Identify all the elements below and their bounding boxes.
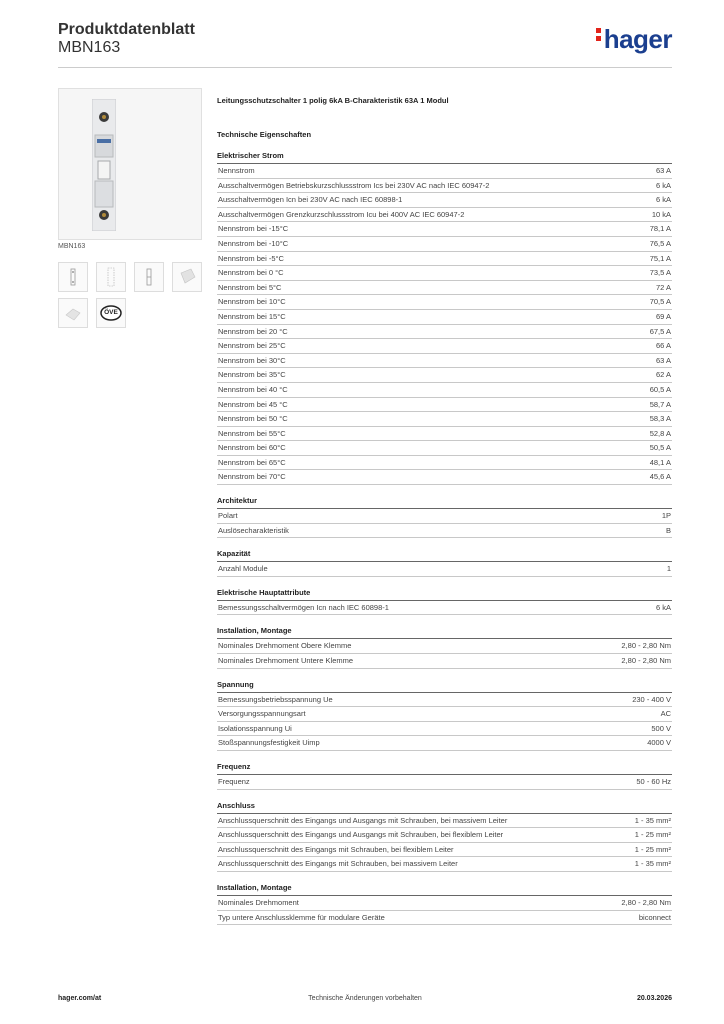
spec-row <box>217 562 672 577</box>
spec-label: Versorgungsspannungsart <box>218 709 306 719</box>
spec-row <box>217 427 672 442</box>
spec-value: 2,80 - 2,80 Nm <box>621 656 671 666</box>
spec-row <box>217 310 672 325</box>
hager-logo <box>596 24 672 55</box>
spec-row <box>217 693 672 708</box>
spec-group-title: Elektrischer Strom <box>217 151 672 164</box>
spec-value: 72 A <box>655 282 671 292</box>
ove-certification-thumbnail[interactable] <box>96 298 126 328</box>
spec-group-title: Kapazität <box>217 549 672 562</box>
spec-group-title: Installation, Montage <box>217 626 672 639</box>
top-view-drawing-icon <box>135 263 163 291</box>
spec-row <box>217 237 672 252</box>
spec-row <box>217 456 672 471</box>
spec-label: Nennstrom bei 5°C <box>218 282 282 292</box>
spec-value: biconnect <box>638 912 671 922</box>
spec-row <box>217 639 672 654</box>
spec-row <box>217 857 672 872</box>
group-spacer <box>217 872 672 883</box>
spec-label: Anzahl Module <box>218 564 268 574</box>
circuit-breaker-icon <box>92 99 116 231</box>
spec-label: Anschlussquerschnitt des Eingangs und Ausgangs mit Schrauben, bei massivem Leiter <box>218 815 508 825</box>
spec-value: 6 kA <box>655 180 671 190</box>
spec-value: 67,5 A <box>649 326 671 336</box>
footer-notice: Technische Änderungen vorbehalten <box>308 995 422 1002</box>
spec-row <box>217 179 672 194</box>
spec-group-title: Anschluss <box>217 801 672 814</box>
spec-row <box>217 843 672 858</box>
spec-value: 2,80 - 2,80 Nm <box>621 897 671 907</box>
top-view-thumbnail[interactable] <box>134 262 164 292</box>
spec-value: 1 - 25 mm² <box>634 830 671 840</box>
spec-label: Nennstrom bei 40 °C <box>218 384 288 394</box>
spec-label: Nennstrom bei -10°C <box>218 238 289 248</box>
group-spacer <box>217 615 672 626</box>
logo-wordmark: hager <box>603 24 672 54</box>
spec-row <box>217 193 672 208</box>
spec-group-title: Spannung <box>217 680 672 693</box>
spec-value: 58,7 A <box>649 399 671 409</box>
spec-label: Nennstrom bei -15°C <box>218 224 289 234</box>
spec-label: Nennstrom bei -5°C <box>218 253 284 263</box>
spec-row <box>217 911 672 926</box>
spec-value: 60,5 A <box>649 384 671 394</box>
group-spacer <box>217 538 672 549</box>
spec-value: AC <box>660 709 671 719</box>
document-title: Produktdatenblatt <box>58 21 195 38</box>
product-code-title: MBN163 <box>58 39 121 56</box>
spec-label: Nennstrom bei 0 °C <box>218 268 284 278</box>
spec-row <box>217 828 672 843</box>
spec-value: 6 kA <box>655 195 671 205</box>
spec-row <box>217 814 672 829</box>
spec-group-title: Elektrische Hauptattribute <box>217 588 672 601</box>
header-divider <box>58 67 672 68</box>
product-description: Leitungsschutzschalter 1 polig 6kA B-Charakteristik 63A 1 Modul <box>217 96 449 105</box>
spec-row <box>217 222 672 237</box>
product-image-caption: MBN163 <box>58 243 86 250</box>
spec-label: Nennstrom bei 55°C <box>218 428 286 438</box>
spec-label: Ausschaltvermögen Icn bei 230V AC nach IEC 60898-1 <box>218 195 403 205</box>
spec-row <box>217 441 672 456</box>
spec-row <box>217 896 672 911</box>
spec-label: Nominales Drehmoment <box>218 897 299 907</box>
spec-label: Nennstrom bei 20 °C <box>218 326 288 336</box>
spec-label: Nennstrom bei 50 °C <box>218 414 288 424</box>
spec-row <box>217 252 672 267</box>
spec-row <box>217 470 672 485</box>
specification-groups <box>217 151 672 925</box>
group-spacer <box>217 669 672 680</box>
spec-value: 76,5 A <box>649 238 671 248</box>
spec-value: 75,1 A <box>649 253 671 263</box>
spec-row <box>217 339 672 354</box>
spec-row <box>217 722 672 737</box>
product-render-icon <box>173 263 201 291</box>
spec-label: Nennstrom bei 65°C <box>218 457 286 467</box>
spec-value: 1 <box>666 564 671 574</box>
side-view-thumbnail[interactable] <box>96 262 126 292</box>
spec-label: Anschlussquerschnitt des Eingangs mit Schrauben, bei flexiblem Leiter <box>218 844 454 854</box>
spec-row <box>217 775 672 790</box>
spec-value: 50,5 A <box>649 443 671 453</box>
spec-value: 73,5 A <box>649 268 671 278</box>
spec-value: 63 A <box>655 166 671 175</box>
spec-value: 66 A <box>655 341 671 351</box>
spec-value: 230 - 400 V <box>632 694 671 704</box>
spec-label: Auslösecharakteristik <box>218 525 289 535</box>
spec-value: 69 A <box>655 311 671 321</box>
spec-value: 58,3 A <box>649 414 671 424</box>
spec-label: Nennstrom bei 35°C <box>218 370 286 380</box>
spec-label: Stoßspannungsfestigkeit Uimp <box>218 738 320 748</box>
spec-group-title: Architektur <box>217 496 672 509</box>
spec-label: Anschlussquerschnitt des Eingangs und Ausgangs mit Schrauben, bei flexiblem Leiter <box>218 830 504 840</box>
spec-group-title: Installation, Montage <box>217 883 672 896</box>
product-image[interactable] <box>58 88 202 240</box>
spec-value: 6 kA <box>655 602 671 612</box>
spec-label: Nennstrom bei 45 °C <box>218 399 288 409</box>
group-spacer <box>217 577 672 588</box>
spec-group-title: Frequenz <box>217 762 672 775</box>
spec-label: Bemessungsbetriebsspannung Ue <box>218 694 333 704</box>
spec-row <box>217 736 672 751</box>
spec-value: 63 A <box>655 355 671 365</box>
group-spacer <box>217 751 672 762</box>
spec-label: Ausschaltvermögen Betriebskurzschlussstrom Ics bei 230V AC nach IEC 60947-2 <box>218 180 490 190</box>
front-view-drawing-icon <box>59 263 87 291</box>
spec-value: 62 A <box>655 370 671 380</box>
spec-label: Nennstrom bei 10°C <box>218 297 286 307</box>
spec-label: Nennstrom bei 25°C <box>218 341 286 351</box>
spec-value: 500 V <box>651 723 671 733</box>
footer-date: 20.03.2026 <box>636 995 672 1002</box>
specification-content <box>217 96 672 925</box>
spec-row <box>217 368 672 383</box>
spec-label: Nennstrom bei 30°C <box>218 355 286 365</box>
page-header <box>58 20 672 68</box>
spec-label: Nennstrom bei 60°C <box>218 443 286 453</box>
spec-row <box>217 295 672 310</box>
spec-label: Nennstrom <box>218 166 255 175</box>
group-spacer <box>217 790 672 801</box>
spec-label: Typ untere Anschlussklemme für modulare Geräte <box>218 912 385 922</box>
spec-label: Ausschaltvermögen Grenzkurzschlussstrom Icu bei 400V AC IEC 60947-2 <box>218 209 465 219</box>
spec-label: Frequenz <box>218 777 250 786</box>
spec-value: 78,1 A <box>649 224 671 234</box>
spec-row <box>217 524 672 539</box>
spec-label: Nominales Drehmoment Untere Klemme <box>218 656 354 666</box>
spec-row <box>217 266 672 281</box>
product-render-thumbnail[interactable] <box>172 262 202 292</box>
spec-value: 1P <box>661 511 671 521</box>
spec-row <box>217 654 672 669</box>
spec-row <box>217 354 672 369</box>
spec-value: 1 - 35 mm² <box>634 815 671 825</box>
spec-label: Bemessungsschaltvermögen Icn nach IEC 60898-1 <box>218 602 389 612</box>
spec-row <box>217 601 672 616</box>
spec-row <box>217 208 672 223</box>
spec-value: 45,6 A <box>649 472 671 482</box>
spec-value: 10 kA <box>651 209 671 219</box>
spec-label: Polart <box>218 511 238 521</box>
technical-properties-heading: Technische Eigenschaften <box>217 130 312 139</box>
spec-value: 1 - 35 mm² <box>634 859 671 869</box>
spec-value: 48,1 A <box>649 457 671 467</box>
clip-render-icon <box>59 299 87 327</box>
page-footer <box>58 995 672 1007</box>
spec-value: 50 - 60 Hz <box>636 777 671 786</box>
spec-value: 1 - 25 mm² <box>634 844 671 854</box>
spec-value: 4000 V <box>647 738 671 748</box>
spec-value: 52,8 A <box>649 428 671 438</box>
spec-row <box>217 509 672 524</box>
spec-label: Anschlussquerschnitt des Eingangs mit Schrauben, bei massivem Leiter <box>218 859 458 869</box>
ove-label: ÖVE <box>104 309 118 316</box>
spec-value: 2,80 - 2,80 Nm <box>621 641 671 651</box>
spec-row <box>217 281 672 296</box>
spec-value: 70,5 A <box>649 297 671 307</box>
spec-row <box>217 412 672 427</box>
spec-label: Isolationsspannung Ui <box>218 723 292 733</box>
spec-row <box>217 325 672 340</box>
spec-row <box>217 398 672 413</box>
side-view-drawing-icon <box>97 263 125 291</box>
spec-row <box>217 383 672 398</box>
spec-label: Nominales Drehmoment Obere Klemme <box>218 641 352 651</box>
clip-render-thumbnail[interactable] <box>58 298 88 328</box>
footer-website-link[interactable]: hager.com/at <box>58 995 102 1002</box>
logo-dots-icon <box>596 25 601 44</box>
spec-label: Nennstrom bei 15°C <box>218 311 286 321</box>
spec-value: B <box>665 525 671 535</box>
group-spacer <box>217 485 672 496</box>
front-view-thumbnail[interactable] <box>58 262 88 292</box>
spec-row <box>217 707 672 722</box>
spec-label: Nennstrom bei 70°C <box>218 472 286 482</box>
spec-row <box>217 164 672 179</box>
